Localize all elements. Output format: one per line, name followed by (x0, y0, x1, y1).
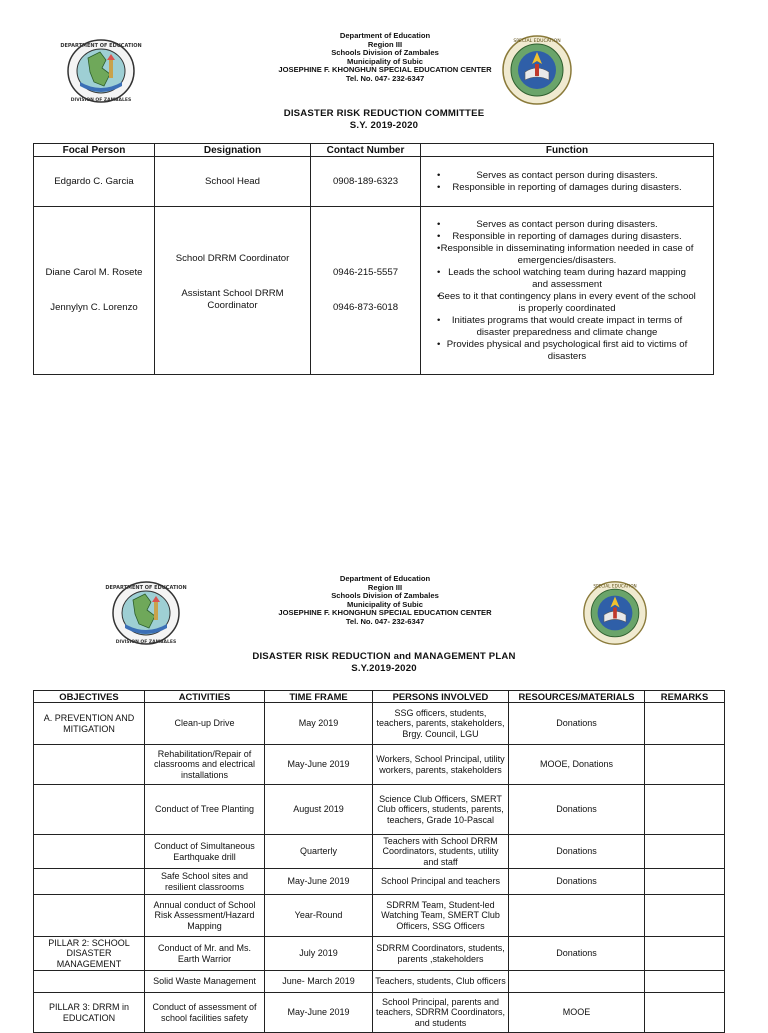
function-item: • Initiates programs that would create impact in terms of disaster preparedness and climate change (423, 315, 711, 339)
time-frame-cell: July 2019 (265, 937, 373, 971)
table-row (34, 835, 725, 869)
remarks-cell (645, 785, 725, 835)
header-line: Region III (367, 39, 403, 49)
contact-number-text: 0946-215-5557 (332, 267, 399, 278)
remarks-cell (645, 895, 725, 937)
contact-number: 0908-189-6323 (311, 157, 421, 207)
column-header: Designation (155, 144, 311, 157)
function-item: • Serves as contact person during disasters. (423, 170, 711, 182)
persons-involved-cell: SSG officers, students, teachers, parents, stakeholders, Brgy. Council, LGU (373, 703, 509, 745)
resources-cell: Donations (509, 785, 645, 835)
school-year: S.Y.2019-2020 (351, 662, 417, 674)
remarks-cell (645, 703, 725, 745)
column-header: Contact Number (311, 144, 421, 157)
table-row (34, 785, 725, 835)
function-item: • Sees to it that contingency plans in every event of the school is properly coordinated (423, 291, 711, 315)
objective-cell: PILLAR 2: SCHOOL DISASTER MANAGEMENT (34, 937, 145, 971)
svg-text:DIVISION OF ZAMBALES: DIVISION OF ZAMBALES (70, 98, 132, 103)
contact-number (311, 207, 421, 375)
column-header: TIME FRAME (265, 691, 373, 703)
header-line: Department of Education (339, 31, 431, 40)
column-header: REMARKS (645, 691, 725, 703)
persons-involved-cell: Teachers with School DRRM Coordinators, students, utility and staff (373, 835, 509, 869)
time-frame-cell: May 2019 (265, 703, 373, 745)
svg-text:SPECIAL EDUCATION: SPECIAL EDUCATION (593, 583, 637, 589)
activity-cell: Conduct of Simultaneous Earthquake drill (145, 835, 265, 869)
column-header: ACTIVITIES (145, 691, 265, 703)
resources-cell: Donations (509, 703, 645, 745)
remarks-cell (645, 937, 725, 971)
table-row (34, 869, 725, 895)
persons-involved-cell: SDRRM Coordinators, students, parents ,stakeholders (373, 937, 509, 971)
activity-cell: Conduct of assessment of school facilities safety (145, 993, 265, 1033)
header-line: Schools Division of Zambales (331, 591, 439, 601)
column-header: RESOURCES/MATERIALS (509, 691, 645, 703)
header-line: Tel. No. 047- 232-6347 (345, 616, 425, 626)
document-title: DISASTER RISK REDUCTION and MANAGEMENT PLAN (252, 651, 516, 662)
remarks-cell (645, 993, 725, 1033)
time-frame-cell: Quarterly (265, 835, 373, 869)
function-item: • Responsible in reporting of damages during disasters. (423, 182, 711, 194)
deped-seal-logo (105, 580, 187, 646)
deped-seal-logo (60, 38, 142, 104)
objective-cell (34, 745, 145, 785)
remarks-cell (645, 835, 725, 869)
focal-person (34, 207, 155, 375)
time-frame-cell: May-June 2019 (265, 869, 373, 895)
focal-person-name: Jennylyn C. Lorenzo (50, 302, 138, 313)
objective-cell (34, 869, 145, 895)
table-row (34, 703, 725, 745)
table-row (34, 745, 725, 785)
table-row (34, 971, 725, 993)
objective-cell: PILLAR 3: DRRM in EDUCATION (34, 993, 145, 1033)
header-line: JOSEPHINE F. KHONGHUN SPECIAL EDUCATION CENTER (278, 608, 492, 618)
remarks-cell (645, 745, 725, 785)
column-header: Focal Person (34, 144, 155, 157)
resources-cell: MOOE, Donations (509, 745, 645, 785)
time-frame-cell: May-June 2019 (265, 745, 373, 785)
time-frame-cell: Year-Round (265, 895, 373, 937)
designation-text: Assistant School DRRM Coordinator (181, 288, 284, 311)
table-row (34, 895, 725, 937)
resources-cell (509, 971, 645, 993)
svg-text:DEPARTMENT OF EDUCATION: DEPARTMENT OF EDUCATION (60, 43, 142, 49)
activity-cell: Clean-up Drive (145, 703, 265, 745)
resources-cell: Donations (509, 869, 645, 895)
designation-text: School DRRM Coordinator (175, 253, 290, 264)
column-header: PERSONS INVOLVED (373, 691, 509, 703)
activity-cell: Safe School sites and resilient classrooms (145, 869, 265, 895)
focal-person: Edgardo C. Garcia (34, 157, 155, 207)
persons-involved-cell: SDRRM Team, Student-led Watching Team, SMERT Club Officers, SSG Officers (373, 895, 509, 937)
activity-cell: Solid Waste Management (145, 971, 265, 993)
header-line: JOSEPHINE F. KHONGHUN SPECIAL EDUCATION CENTER (278, 65, 492, 75)
table-row (34, 937, 725, 971)
function-list (421, 157, 714, 207)
school-seal-logo (582, 580, 648, 646)
drrm-plan-table (33, 690, 725, 1033)
table-row (34, 993, 725, 1033)
column-header: Function (421, 144, 714, 157)
designation (155, 207, 311, 375)
table-row (34, 207, 714, 375)
function-item: • Leads the school watching team during hazard mapping and assessment (423, 267, 711, 291)
header-line: Region III (367, 582, 403, 592)
svg-text:DIVISION OF ZAMBALES: DIVISION OF ZAMBALES (115, 640, 177, 645)
contact-number-text: 0946-873-6018 (332, 302, 399, 313)
objective-cell (34, 785, 145, 835)
header-line: Department of Education (339, 574, 431, 583)
time-frame-cell: June- March 2019 (265, 971, 373, 993)
focal-person-name: Diane Carol M. Rosete (45, 267, 143, 278)
persons-involved-cell: Science Club Officers, SMERT Club officers, students, parents, teachers, Grade 10-Pascal (373, 785, 509, 835)
time-frame-cell: May-June 2019 (265, 993, 373, 1033)
function-item: • Provides physical and psychological first aid to victims of disasters (423, 339, 711, 363)
resources-cell: Donations (509, 835, 645, 869)
persons-involved-cell: Workers, School Principal, utility workers, parents, stakeholders (373, 745, 509, 785)
header-line: Municipality of Subic (347, 56, 423, 66)
activity-cell: Conduct of Mr. and Ms. Earth Warrior (145, 937, 265, 971)
function-item: • Responsible in disseminating information needed in case of emergencies/disasters. (423, 243, 711, 267)
table-header-row (34, 144, 714, 157)
function-list (421, 207, 714, 375)
table-row (34, 157, 714, 207)
persons-involved-cell: School Principal and teachers (373, 869, 509, 895)
objective-cell (34, 895, 145, 937)
activity-cell: Conduct of Tree Planting (145, 785, 265, 835)
resources-cell: MOOE (509, 993, 645, 1033)
svg-text:DEPARTMENT OF EDUCATION: DEPARTMENT OF EDUCATION (105, 585, 187, 591)
school-year: S.Y. 2019-2020 (349, 119, 419, 131)
table-header-row (34, 691, 725, 703)
persons-involved-cell: School Principal, parents and teachers, SDRRM Coordinators, and students (373, 993, 509, 1033)
svg-text:SPECIAL EDUCATION: SPECIAL EDUCATION (513, 39, 561, 44)
objective-cell (34, 835, 145, 869)
column-header: OBJECTIVES (34, 691, 145, 703)
drrm-committee-table (33, 143, 714, 375)
remarks-cell (645, 971, 725, 993)
function-item: • Responsible in reporting of damages during disasters. (423, 231, 711, 243)
persons-involved-cell: Teachers, students, Club officers (373, 971, 509, 993)
resources-cell: Donations (509, 937, 645, 971)
resources-cell (509, 895, 645, 937)
designation: School Head (155, 157, 311, 207)
time-frame-cell: August 2019 (265, 785, 373, 835)
header-line: Tel. No. 047- 232-6347 (345, 73, 425, 83)
function-item: • Serves as contact person during disasters. (423, 219, 711, 231)
document-title: DISASTER RISK REDUCTION COMMITTEE (283, 108, 485, 119)
header-line: Municipality of Subic (347, 599, 423, 609)
activity-cell: Rehabilitation/Repair of classrooms and electrical installations (145, 745, 265, 785)
activity-cell: Annual conduct of School Risk Assessment/Hazard Mapping (145, 895, 265, 937)
header-line: Schools Division of Zambales (331, 48, 439, 58)
objective-cell: A. PREVENTION AND MITIGATION (34, 703, 145, 745)
remarks-cell (645, 869, 725, 895)
objective-cell (34, 971, 145, 993)
